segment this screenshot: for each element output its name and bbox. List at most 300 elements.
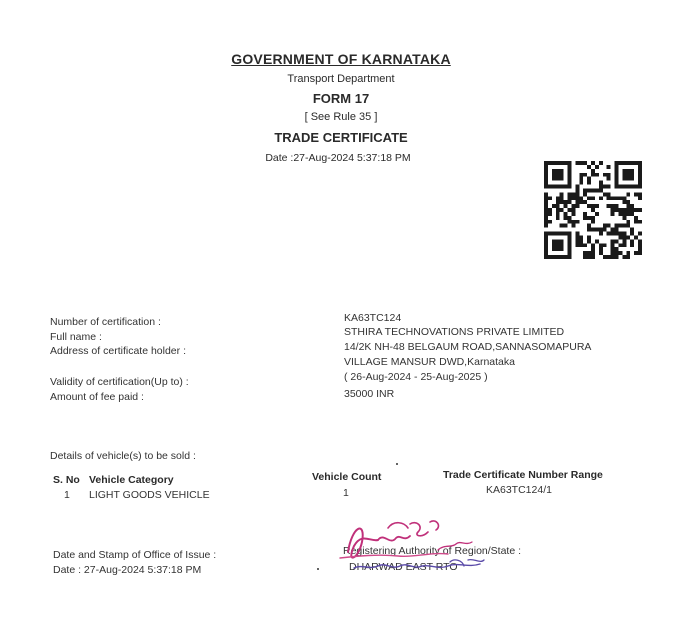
qr-module xyxy=(638,192,642,196)
qr-module xyxy=(595,204,599,208)
qr-module xyxy=(630,204,634,208)
qr-module xyxy=(630,173,634,177)
qr-module xyxy=(591,243,595,247)
date-stamp-value: Date : 27-Aug-2024 5:37:18 PM xyxy=(53,564,202,576)
qr-module xyxy=(564,255,568,259)
qr-module xyxy=(638,220,642,224)
qr-module xyxy=(575,196,579,200)
qr-module xyxy=(611,208,615,212)
qr-module xyxy=(626,192,630,196)
qr-module xyxy=(638,247,642,251)
qr-module xyxy=(626,208,630,212)
holder-name: STHIRA TECHNOVATIONS PRIVATE LIMITED xyxy=(344,326,565,338)
qr-module xyxy=(622,239,626,243)
qr-module xyxy=(560,255,564,259)
qr-module xyxy=(626,255,630,259)
qr-module xyxy=(575,235,579,239)
qr-module xyxy=(544,200,548,204)
qr-module xyxy=(615,161,619,165)
qr-module xyxy=(615,251,619,255)
qr-module xyxy=(564,212,568,216)
qr-module xyxy=(564,200,568,204)
qr-module xyxy=(607,255,611,259)
qr-module xyxy=(622,224,626,228)
qr-module xyxy=(568,192,572,196)
qr-module xyxy=(626,169,630,173)
qr-module xyxy=(622,243,626,247)
qr-module xyxy=(595,212,599,216)
qr-module xyxy=(638,239,642,243)
qr-module xyxy=(622,173,626,177)
qr-module xyxy=(587,255,591,259)
qr-module xyxy=(611,239,615,243)
row-range: KA63TC124/1 xyxy=(486,484,552,496)
qr-module xyxy=(544,196,548,200)
qr-module xyxy=(560,208,564,212)
qr-module xyxy=(568,173,572,177)
qr-module xyxy=(634,235,638,239)
qr-module xyxy=(552,243,556,247)
address-line-1: 14/2K NH-48 BELGAUM ROAD,SANNASOMAPURA xyxy=(344,341,592,353)
qr-module xyxy=(607,173,611,177)
qr-module xyxy=(544,255,548,259)
authority-value: DHARWAD EAST RTO xyxy=(349,561,458,573)
qr-module xyxy=(544,185,548,189)
qr-module xyxy=(568,177,572,181)
qr-module xyxy=(556,247,560,251)
qr-module xyxy=(638,185,642,189)
qr-module xyxy=(611,232,615,236)
qr-module xyxy=(638,161,642,165)
qr-module xyxy=(634,161,638,165)
qr-module xyxy=(575,161,579,165)
qr-module xyxy=(618,212,622,216)
qr-module xyxy=(583,173,587,177)
qr-module xyxy=(622,196,626,200)
qr-module xyxy=(599,228,603,232)
qr-module xyxy=(575,185,579,189)
qr-module xyxy=(634,208,638,212)
qr-module xyxy=(575,192,579,196)
qr-module xyxy=(560,169,564,173)
qr-module xyxy=(560,192,564,196)
qr-module xyxy=(615,208,619,212)
qr-module xyxy=(599,243,603,247)
qr-module xyxy=(626,220,630,224)
qr-module xyxy=(587,235,591,239)
qr-module xyxy=(615,224,619,228)
qr-module xyxy=(579,200,583,204)
qr-module xyxy=(575,232,579,236)
qr-module xyxy=(575,220,579,224)
qr-module xyxy=(556,239,560,243)
qr-module xyxy=(591,208,595,212)
qr-module xyxy=(618,161,622,165)
qr-module xyxy=(595,228,599,232)
qr-module xyxy=(579,196,583,200)
qr-module xyxy=(544,224,548,228)
qr-module xyxy=(583,212,587,216)
qr-module xyxy=(579,181,583,185)
vehicles-heading: Details of vehicle(s) to be sold : xyxy=(50,450,196,462)
qr-module xyxy=(630,161,634,165)
fee-label: Amount of fee paid : xyxy=(50,391,144,403)
qr-module xyxy=(548,161,552,165)
qr-module xyxy=(591,251,595,255)
col-sno-header: S. No xyxy=(53,474,80,486)
qr-module xyxy=(595,188,599,192)
qr-module xyxy=(599,232,603,236)
qr-module xyxy=(560,224,564,228)
qr-module xyxy=(630,212,634,216)
qr-module xyxy=(568,232,572,236)
qr-module xyxy=(611,247,615,251)
qr-module xyxy=(615,204,619,208)
qr-module xyxy=(591,196,595,200)
qr-module xyxy=(568,239,572,243)
qr-module xyxy=(622,255,626,259)
qr-module xyxy=(560,196,564,200)
qr-module xyxy=(626,204,630,208)
qr-module xyxy=(552,185,556,189)
qr-module xyxy=(552,239,556,243)
qr-module xyxy=(591,169,595,173)
qr-module xyxy=(556,169,560,173)
qr-module xyxy=(626,212,630,216)
qr-module xyxy=(587,224,591,228)
rule-reference: [ See Rule 35 ] xyxy=(304,111,378,123)
qr-module xyxy=(595,173,599,177)
number-label: Number of certification : xyxy=(50,316,161,328)
qr-module xyxy=(618,235,622,239)
qr-module xyxy=(615,247,619,251)
qr-module xyxy=(615,169,619,173)
scan-dot xyxy=(317,568,319,570)
fee-value: 35000 INR xyxy=(344,388,395,400)
qr-module xyxy=(568,196,572,200)
qr-module xyxy=(556,212,560,216)
validity-label: Validity of certification(Up to) : xyxy=(50,376,189,388)
qr-module xyxy=(607,224,611,228)
qr-module xyxy=(571,224,575,228)
row-sno: 1 xyxy=(64,489,70,501)
qr-module xyxy=(622,235,626,239)
qr-module xyxy=(615,181,619,185)
qr-module xyxy=(638,196,642,200)
scan-dot xyxy=(396,463,398,465)
qr-module xyxy=(544,243,548,247)
qr-module xyxy=(544,165,548,169)
qr-module xyxy=(556,204,560,208)
qr-module xyxy=(544,212,548,216)
qr-module xyxy=(587,251,591,255)
qr-module xyxy=(611,251,615,255)
qr-module xyxy=(552,169,556,173)
qr-module xyxy=(552,255,556,259)
qr-module xyxy=(568,165,572,169)
qr-module xyxy=(599,196,603,200)
qr-module xyxy=(544,177,548,181)
qr-module xyxy=(630,228,634,232)
qr-module xyxy=(556,255,560,259)
qr-module xyxy=(615,177,619,181)
qr-module xyxy=(611,255,615,259)
qr-module xyxy=(568,200,572,204)
qr-module xyxy=(571,212,575,216)
qr-module xyxy=(634,251,638,255)
qr-module xyxy=(560,247,564,251)
qr-module xyxy=(587,196,591,200)
qr-module xyxy=(615,239,619,243)
address-line-2: VILLAGE MANSUR DWD,Karnataka xyxy=(344,356,515,368)
certificate-title: TRADE CERTIFICATE xyxy=(274,130,408,145)
qr-module xyxy=(583,243,587,247)
qr-module xyxy=(548,208,552,212)
qr-module xyxy=(583,251,587,255)
qr-module xyxy=(622,161,626,165)
signature xyxy=(318,512,518,582)
qr-module xyxy=(556,173,560,177)
address-label: Address of certificate holder : xyxy=(50,345,186,357)
qr-module xyxy=(544,161,548,165)
qr-module xyxy=(626,224,630,228)
col-range-header: Trade Certificate Number Range xyxy=(443,469,603,481)
row-count: 1 xyxy=(343,487,349,499)
qr-module xyxy=(579,173,583,177)
qr-module xyxy=(618,224,622,228)
qr-module xyxy=(556,185,560,189)
qr-module xyxy=(552,177,556,181)
qr-module xyxy=(556,232,560,236)
qr-module xyxy=(591,228,595,232)
qr-module xyxy=(603,243,607,247)
qr-code xyxy=(544,160,642,260)
qr-module xyxy=(568,181,572,185)
qr-module xyxy=(544,247,548,251)
qr-module xyxy=(575,200,579,204)
col-count-header: Vehicle Count xyxy=(312,471,382,483)
qr-module xyxy=(568,243,572,247)
qr-module xyxy=(556,216,560,220)
qr-module xyxy=(591,204,595,208)
qr-module xyxy=(560,177,564,181)
qr-module xyxy=(579,239,583,243)
qr-module xyxy=(564,204,568,208)
qr-module xyxy=(599,247,603,251)
qr-module xyxy=(630,232,634,236)
qr-module xyxy=(626,173,630,177)
qr-module xyxy=(544,192,548,196)
qr-module xyxy=(638,177,642,181)
qr-module xyxy=(544,232,548,236)
qr-module xyxy=(579,235,583,239)
qr-module xyxy=(615,165,619,169)
qr-module xyxy=(634,185,638,189)
qr-module xyxy=(599,188,603,192)
full-name-label: Full name : xyxy=(50,331,102,343)
qr-module xyxy=(622,185,626,189)
qr-module xyxy=(568,208,572,212)
qr-module xyxy=(630,169,634,173)
qr-module xyxy=(575,243,579,247)
qr-module xyxy=(611,204,615,208)
qr-module xyxy=(564,224,568,228)
qr-module xyxy=(607,165,611,169)
issue-date: Date :27-Aug-2024 5:37:18 PM xyxy=(265,152,411,164)
qr-module xyxy=(556,200,560,204)
row-category: LIGHT GOODS VEHICLE xyxy=(89,489,210,501)
qr-module xyxy=(638,251,642,255)
qr-module xyxy=(571,220,575,224)
qr-module xyxy=(630,239,634,243)
qr-module xyxy=(591,216,595,220)
qr-module xyxy=(615,255,619,259)
qr-module xyxy=(591,220,595,224)
qr-module xyxy=(552,247,556,251)
qr-module xyxy=(544,204,548,208)
qr-module xyxy=(626,185,630,189)
qr-module xyxy=(630,243,634,247)
qr-module xyxy=(587,204,591,208)
qr-module xyxy=(560,232,564,236)
qr-module xyxy=(638,169,642,173)
qr-module xyxy=(622,216,626,220)
qr-module xyxy=(548,255,552,259)
qr-module xyxy=(615,228,619,232)
qr-module xyxy=(611,228,615,232)
qr-module xyxy=(591,188,595,192)
qr-module xyxy=(568,235,572,239)
qr-module xyxy=(556,161,560,165)
qr-module xyxy=(591,255,595,259)
qr-module xyxy=(626,161,630,165)
qr-module xyxy=(579,177,583,181)
qr-module xyxy=(626,251,630,255)
qr-module xyxy=(622,212,626,216)
qr-module xyxy=(548,220,552,224)
qr-module xyxy=(638,208,642,212)
qr-module xyxy=(560,200,564,204)
qr-module xyxy=(564,232,568,236)
qr-module xyxy=(634,220,638,224)
date-stamp-label: Date and Stamp of Office of Issue : xyxy=(53,549,217,561)
form-number: FORM 17 xyxy=(312,91,370,106)
qr-module xyxy=(575,239,579,243)
qr-module xyxy=(568,216,572,220)
qr-module xyxy=(587,188,591,192)
qr-module xyxy=(552,204,556,208)
qr-module xyxy=(618,208,622,212)
qr-module xyxy=(607,204,611,208)
qr-module xyxy=(583,216,587,220)
qr-module xyxy=(556,196,560,200)
qr-module xyxy=(583,255,587,259)
qr-module xyxy=(560,243,564,247)
qr-module xyxy=(599,185,603,189)
qr-module xyxy=(548,196,552,200)
qr-module xyxy=(544,181,548,185)
qr-module xyxy=(548,232,552,236)
qr-module xyxy=(552,161,556,165)
qr-module xyxy=(622,169,626,173)
qr-module xyxy=(587,165,591,169)
qr-module xyxy=(607,177,611,181)
qr-module xyxy=(611,196,615,200)
qr-module xyxy=(607,232,611,236)
qr-module xyxy=(591,173,595,177)
qr-module xyxy=(568,169,572,173)
certificate-number: KA63TC124 xyxy=(344,312,402,324)
qr-module xyxy=(595,165,599,169)
qr-module xyxy=(579,161,583,165)
qr-module xyxy=(544,251,548,255)
qr-module xyxy=(583,188,587,192)
qr-module xyxy=(618,251,622,255)
qr-module xyxy=(548,212,552,216)
qr-module xyxy=(587,216,591,220)
qr-module xyxy=(560,185,564,189)
qr-module xyxy=(571,208,575,212)
qr-module xyxy=(583,161,587,165)
qr-module xyxy=(634,216,638,220)
qr-module xyxy=(622,232,626,236)
qr-module xyxy=(575,188,579,192)
qr-module xyxy=(599,251,603,255)
qr-module xyxy=(544,220,548,224)
qr-module xyxy=(615,173,619,177)
qr-module xyxy=(552,232,556,236)
qr-module xyxy=(568,161,572,165)
qr-module xyxy=(618,185,622,189)
validity-value: ( 26-Aug-2024 - 25-Aug-2025 ) xyxy=(344,371,488,383)
qr-module xyxy=(611,212,615,216)
qr-module xyxy=(618,243,622,247)
qr-module xyxy=(599,161,603,165)
qr-module xyxy=(638,181,642,185)
qr-module xyxy=(564,216,568,220)
qr-module xyxy=(622,177,626,181)
qr-module xyxy=(544,169,548,173)
qr-module xyxy=(638,173,642,177)
qr-module xyxy=(591,161,595,165)
qr-module xyxy=(568,255,572,259)
qr-module xyxy=(618,196,622,200)
qr-module xyxy=(603,228,607,232)
qr-module xyxy=(568,251,572,255)
qr-module xyxy=(607,196,611,200)
qr-module xyxy=(556,177,560,181)
qr-module xyxy=(579,243,583,247)
qr-module xyxy=(611,243,615,247)
qr-module xyxy=(638,232,642,236)
qr-module xyxy=(575,204,579,208)
qr-module xyxy=(587,177,591,181)
qr-module xyxy=(634,192,638,196)
qr-module xyxy=(630,177,634,181)
department-name: Transport Department xyxy=(287,73,395,85)
qr-module xyxy=(544,239,548,243)
qr-module xyxy=(544,208,548,212)
qr-module xyxy=(560,239,564,243)
qr-module xyxy=(571,196,575,200)
qr-module xyxy=(571,192,575,196)
qr-module xyxy=(603,173,607,177)
qr-module xyxy=(599,181,603,185)
qr-module xyxy=(615,196,619,200)
qr-module xyxy=(630,185,634,189)
qr-module xyxy=(630,208,634,212)
qr-module xyxy=(571,204,575,208)
